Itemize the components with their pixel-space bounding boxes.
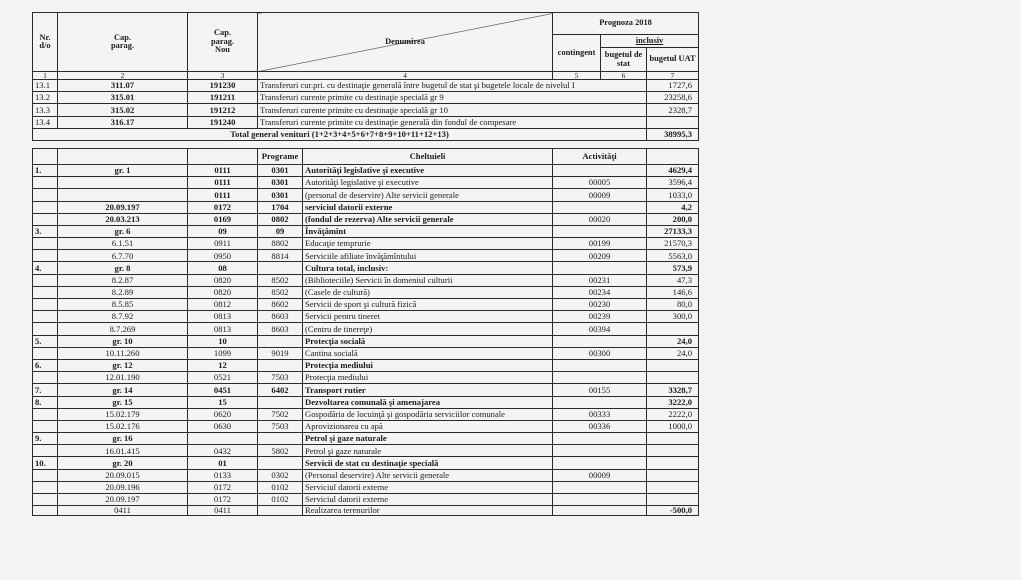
cheltuieli: Petrol şi gaze naturale: [303, 433, 553, 445]
expense-row: [33, 384, 699, 396]
cheltuieli: Dezvoltarea comunală şi amenajarea: [303, 396, 553, 408]
programe: 6402: [258, 384, 303, 396]
blank: [647, 148, 699, 164]
activitati: 00231: [553, 274, 647, 286]
cap-parag: 20.03.213: [58, 213, 188, 225]
header-contingent: contingent: [553, 35, 601, 72]
cap-parag: 311.07: [58, 80, 188, 92]
bugetul-uat-value: 4,2: [647, 201, 699, 213]
cap-parag: 6.7.70: [58, 250, 188, 262]
row-nr: [33, 372, 58, 384]
row-nr: [33, 445, 58, 457]
cap-parag: 0411: [58, 506, 188, 516]
activitati: 00333: [553, 408, 647, 420]
activitati: [553, 494, 647, 506]
cap-parag: 8.7.269: [58, 323, 188, 335]
expense-row: [33, 311, 699, 323]
expense-row: [33, 299, 699, 311]
cap-parag-nou: 15: [188, 396, 258, 408]
row-nr: [33, 189, 58, 201]
cap-parag: gr. 20: [58, 457, 188, 469]
bugetul-uat-value: [647, 372, 699, 384]
cap-parag: 315.01: [58, 92, 188, 104]
denumirea: Transferuri cur.pri. cu destinaţie generală între bugetul de stat şi bugetele locale de nivelul I: [258, 80, 647, 92]
programe: 0102: [258, 481, 303, 493]
header-programe: Programe: [258, 148, 303, 164]
cheltuieli: Cantina socială: [303, 347, 553, 359]
cheltuieli: serviciul datorii externe: [303, 201, 553, 213]
cap-parag: 15.02.179: [58, 408, 188, 420]
programe: 0301: [258, 189, 303, 201]
expense-row: [33, 494, 699, 506]
cap-parag: gr. 15: [58, 396, 188, 408]
activitati: [553, 506, 647, 516]
expense-row: [33, 238, 699, 250]
row-nr: 13.1: [33, 80, 58, 92]
cap-parag-nou: 08: [188, 262, 258, 274]
header-activitati: Activităţi: [553, 148, 647, 164]
programe: [258, 335, 303, 347]
cap-parag: 315.02: [58, 104, 188, 116]
bugetul-uat-value: 4629,4: [647, 164, 699, 176]
bugetul-uat-value: 24,0: [647, 347, 699, 359]
row-nr: 1.: [33, 164, 58, 176]
cap-parag-nou: 191211: [188, 92, 258, 104]
expense-row: [33, 250, 699, 262]
expense-row: [33, 201, 699, 213]
cap-parag: 10.11.260: [58, 347, 188, 359]
spacer-row: [33, 140, 699, 148]
cheltuieli: Autorităţi legislative şi executive: [303, 164, 553, 176]
header-nr: Nr. d/o: [33, 13, 58, 72]
activitati: [553, 396, 647, 408]
expense-row: [33, 481, 699, 493]
row-nr: 13.3: [33, 104, 58, 116]
cheltuieli: Cultura total, inclusiv:: [303, 262, 553, 274]
cap-parag: gr. 14: [58, 384, 188, 396]
bugetul-uat-value: 1000,0: [647, 420, 699, 432]
cap-parag: 20.09.196: [58, 481, 188, 493]
cheltuieli: (Centru de tinereţe): [303, 323, 553, 335]
bugetul-uat-value: -500,0: [647, 506, 699, 516]
cap-parag-nou: 0169: [188, 213, 258, 225]
cheltuieli: Serviciul datorii externe: [303, 494, 553, 506]
cap-parag-nou: 10: [188, 335, 258, 347]
activitati: [553, 445, 647, 457]
row-nr: 5.: [33, 335, 58, 347]
bugetul-uat-value: 1033,0: [647, 189, 699, 201]
cap-parag: gr. 12: [58, 359, 188, 371]
bugetul-uat-value: [647, 481, 699, 493]
denumirea: Transferuri curente primite cu destinaţie specială gr 9: [258, 92, 647, 104]
cap-parag: 316.17: [58, 116, 188, 128]
programe: 7503: [258, 372, 303, 384]
revenue-row: [33, 104, 699, 116]
total-row: [33, 128, 699, 140]
activitati: 00020: [553, 213, 647, 225]
cap-parag-nou: [188, 433, 258, 445]
programe: 8502: [258, 274, 303, 286]
header-bugetul-de-stat: bugetul de stat: [601, 48, 647, 72]
bugetul-uat-value: 3596,4: [647, 177, 699, 189]
programe: 8814: [258, 250, 303, 262]
cap-parag-nou: 0813: [188, 311, 258, 323]
expense-row: [33, 262, 699, 274]
expense-row: [33, 177, 699, 189]
bugetul-uat-value: 27133,3: [647, 225, 699, 237]
row-nr: 4.: [33, 262, 58, 274]
expense-row: [33, 408, 699, 420]
cheltuieli: (Biblioteciile) Servicii în domeniul culturii: [303, 274, 553, 286]
cap-parag-nou: 0111: [188, 164, 258, 176]
activitati: 00209: [553, 250, 647, 262]
cap-parag-nou: 12: [188, 359, 258, 371]
cheltuieli: Învăţămînt: [303, 225, 553, 237]
cap-parag: 8.2.89: [58, 286, 188, 298]
total-value: 38995,3: [647, 128, 699, 140]
programe: 8502: [258, 286, 303, 298]
activitati: 00300: [553, 347, 647, 359]
col-number: 5: [553, 72, 601, 80]
activitati: [553, 262, 647, 274]
cap-parag: 12.01.190: [58, 372, 188, 384]
col-number: 1: [33, 72, 58, 80]
col-number: 2: [58, 72, 188, 80]
cap-parag-nou: 0820: [188, 274, 258, 286]
activitati: [553, 335, 647, 347]
bugetul-uat-value: 80,0: [647, 299, 699, 311]
cheltuieli: Protecţia socială: [303, 335, 553, 347]
cap-parag: 6.1.51: [58, 238, 188, 250]
cap-parag-nou: 0133: [188, 469, 258, 481]
row-nr: 3.: [33, 225, 58, 237]
row-nr: [33, 286, 58, 298]
header-denumirea: Denumirea: [258, 13, 553, 72]
total-label: Total general venituri (1+2+3+4+5+6+7+8+9+10+11+12+13): [33, 128, 647, 140]
header-cheltuieli: Cheltuieli: [303, 148, 553, 164]
row-nr: [33, 420, 58, 432]
bugetul-uat-value: 146,6: [647, 286, 699, 298]
cheltuieli: Realizarea terenurilor: [303, 506, 553, 516]
cheltuieli: (personal de deservire) Alte servicii generale: [303, 189, 553, 201]
header-cap-parag-nou: Cap. parag. Nou: [188, 13, 258, 72]
cap-parag: gr. 6: [58, 225, 188, 237]
cap-parag-nou: 191212: [188, 104, 258, 116]
cap-parag-nou: 0813: [188, 323, 258, 335]
cheltuieli: (Casele de cultură): [303, 286, 553, 298]
blank: [188, 148, 258, 164]
programe: 09: [258, 225, 303, 237]
row-nr: [33, 506, 58, 516]
expense-row-partial: [33, 506, 699, 516]
cap-parag-nou: 0911: [188, 238, 258, 250]
cap-parag: 16.01.415: [58, 445, 188, 457]
activitati: 00239: [553, 311, 647, 323]
bugetul-uat-value: [647, 433, 699, 445]
cheltuieli: Servicii de sport şi cultură fizică: [303, 299, 553, 311]
activitati: [553, 164, 647, 176]
cap-parag: 8.7.92: [58, 311, 188, 323]
cheltuieli: Servicii pentru tineret: [303, 311, 553, 323]
activitati: 00234: [553, 286, 647, 298]
cap-parag: [58, 177, 188, 189]
cap-parag: 20.09.015: [58, 469, 188, 481]
activitati: 00005: [553, 177, 647, 189]
expense-row: [33, 457, 699, 469]
expense-row: [33, 164, 699, 176]
cheltuieli: Serviciul datorii externe: [303, 481, 553, 493]
cap-parag: 20.09.197: [58, 494, 188, 506]
programe: 8603: [258, 323, 303, 335]
bugetul-uat-value: [647, 469, 699, 481]
activitati: 00155: [553, 384, 647, 396]
programe: [258, 433, 303, 445]
expense-row: [33, 469, 699, 481]
activitati: [553, 457, 647, 469]
programe: 5802: [258, 445, 303, 457]
col-number: 6: [601, 72, 647, 80]
row-nr: 7.: [33, 384, 58, 396]
cap-parag: 15.02.176: [58, 420, 188, 432]
bugetul-uat-value: 3222,0: [647, 396, 699, 408]
expense-row: [33, 433, 699, 445]
row-nr: [33, 311, 58, 323]
blank: [33, 148, 58, 164]
cap-parag-nou: 191230: [188, 80, 258, 92]
programe: [258, 359, 303, 371]
cheltuieli: Aprovizionarea cu apă: [303, 420, 553, 432]
header-prognoza: Prognoza 2018: [553, 13, 699, 35]
cap-parag: gr. 16: [58, 433, 188, 445]
cheltuieli: Educaţie temprurie: [303, 238, 553, 250]
activitati: 00336: [553, 420, 647, 432]
cap-parag: 8.5.85: [58, 299, 188, 311]
bugetul-uat-value: [647, 116, 699, 128]
cap-parag-nou: 0111: [188, 177, 258, 189]
col-number: 4: [258, 72, 553, 80]
row-nr: 6.: [33, 359, 58, 371]
row-nr: [33, 274, 58, 286]
activitati: [553, 359, 647, 371]
bugetul-uat-value: 3328,7: [647, 384, 699, 396]
bugetul-uat-value: [647, 323, 699, 335]
expense-row: [33, 286, 699, 298]
cheltuieli: Transport rutier: [303, 384, 553, 396]
expense-row: [33, 347, 699, 359]
cap-parag-nou: 0630: [188, 420, 258, 432]
cheltuieli: Protecţia mediului: [303, 372, 553, 384]
cheltuieli: Servicii de stat cu destinaţie specială: [303, 457, 553, 469]
revenue-row: [33, 80, 699, 92]
activitati: [553, 481, 647, 493]
bugetul-uat-value: 5563,0: [647, 250, 699, 262]
col-number: 7: [647, 72, 699, 80]
cap-parag-nou: 0521: [188, 372, 258, 384]
cheltuieli: Protecţia mediului: [303, 359, 553, 371]
budget-table: [32, 12, 699, 516]
programe: [258, 457, 303, 469]
cap-parag-nou: 0111: [188, 189, 258, 201]
bugetul-uat-value: 47,3: [647, 274, 699, 286]
activitati: 00394: [553, 323, 647, 335]
cheltuieli: Petrol şi gaze naturale: [303, 445, 553, 457]
programe: 8802: [258, 238, 303, 250]
expense-row: [33, 445, 699, 457]
programe: [258, 396, 303, 408]
cap-parag: 20.09.197: [58, 201, 188, 213]
denumirea: Transferuri curente primite cu destinaţie generală din fondul de compesare: [258, 116, 647, 128]
cap-parag-nou: 0812: [188, 299, 258, 311]
cap-parag-nou: 0451: [188, 384, 258, 396]
programe: 0102: [258, 494, 303, 506]
row-nr: [33, 469, 58, 481]
programe: 0302: [258, 469, 303, 481]
row-nr: [33, 201, 58, 213]
bugetul-uat-value: 24,0: [647, 335, 699, 347]
bugetul-uat-value: 1727,6: [647, 80, 699, 92]
row-nr: 8.: [33, 396, 58, 408]
cap-parag-nou: 0172: [188, 494, 258, 506]
cap-parag-nou: 1099: [188, 347, 258, 359]
row-nr: [33, 177, 58, 189]
activitati: 00199: [553, 238, 647, 250]
cheltuieli: Gospodăria de locuinţă şi gospodăria serviciilor comunale: [303, 408, 553, 420]
cheltuieli: (Personal deservire) Alte servicii generale: [303, 469, 553, 481]
expense-row: [33, 396, 699, 408]
expense-row: [33, 372, 699, 384]
activitati: [553, 372, 647, 384]
bugetul-uat-value: 2222,0: [647, 408, 699, 420]
row-nr: [33, 238, 58, 250]
bugetul-uat-value: 200,0: [647, 213, 699, 225]
bugetul-uat-value: [647, 445, 699, 457]
programe: 7503: [258, 420, 303, 432]
programe: 8603: [258, 311, 303, 323]
row-nr: [33, 408, 58, 420]
activitati: [553, 433, 647, 445]
expense-header-row: [33, 148, 699, 164]
activitati: [553, 225, 647, 237]
activitati: 00009: [553, 189, 647, 201]
programe: [258, 262, 303, 274]
bugetul-uat-value: [647, 359, 699, 371]
cap-parag: 8.2.87: [58, 274, 188, 286]
header-inclusiv: inclusiv: [601, 35, 699, 48]
programe: 9019: [258, 347, 303, 359]
col-number: 3: [188, 72, 258, 80]
bugetul-uat-value: 23258,6: [647, 92, 699, 104]
cap-parag-nou: 191240: [188, 116, 258, 128]
cheltuieli: (fondul de rezerva) Alte servicii generale: [303, 213, 553, 225]
expense-row: [33, 274, 699, 286]
row-nr: 13.4: [33, 116, 58, 128]
cap-parag: [58, 189, 188, 201]
row-nr: [33, 347, 58, 359]
cap-parag-nou: 0950: [188, 250, 258, 262]
row-nr: 13.2: [33, 92, 58, 104]
cap-parag-nou: 0411: [188, 506, 258, 516]
bugetul-uat-value: 2328,7: [647, 104, 699, 116]
header-cap-parag: Cap. parag.: [58, 13, 188, 72]
programe: 0802: [258, 213, 303, 225]
programe: 1704: [258, 201, 303, 213]
cap-parag: gr. 1: [58, 164, 188, 176]
activitati: 00230: [553, 299, 647, 311]
expense-row: [33, 225, 699, 237]
spacer: [33, 140, 699, 148]
bugetul-uat-value: [647, 457, 699, 469]
expense-row: [33, 213, 699, 225]
cap-parag-nou: 0432: [188, 445, 258, 457]
activitati: 00009: [553, 469, 647, 481]
programe: [258, 506, 303, 516]
row-nr: [33, 250, 58, 262]
cap-parag-nou: 01: [188, 457, 258, 469]
row-nr: [33, 323, 58, 335]
programe: 0301: [258, 164, 303, 176]
expense-row: [33, 323, 699, 335]
row-nr: 10.: [33, 457, 58, 469]
bugetul-uat-value: 573,9: [647, 262, 699, 274]
expense-row: [33, 335, 699, 347]
programe: 7502: [258, 408, 303, 420]
expense-row: [33, 359, 699, 371]
revenue-row: [33, 116, 699, 128]
expense-row: [33, 189, 699, 201]
header-bugetul-uat: bugetul UAT: [647, 48, 699, 72]
cap-parag-nou: 0172: [188, 481, 258, 493]
cap-parag-nou: 0820: [188, 286, 258, 298]
denumirea: Transferuri curente primite cu destinaţie specială gr 10: [258, 104, 647, 116]
bugetul-uat-value: [647, 494, 699, 506]
expense-row: [33, 420, 699, 432]
cap-parag-nou: 0620: [188, 408, 258, 420]
cap-parag-nou: 0172: [188, 201, 258, 213]
cap-parag: gr. 8: [58, 262, 188, 274]
cap-parag-nou: 09: [188, 225, 258, 237]
row-nr: [33, 494, 58, 506]
programe: 0301: [258, 177, 303, 189]
revenue-row: [33, 92, 699, 104]
row-nr: [33, 299, 58, 311]
row-nr: 9.: [33, 433, 58, 445]
blank: [58, 148, 188, 164]
bugetul-uat-value: 21570,3: [647, 238, 699, 250]
cheltuieli: Serviciile afiliate învăţămîntului: [303, 250, 553, 262]
programe: 8602: [258, 299, 303, 311]
activitati: [553, 201, 647, 213]
row-nr: [33, 213, 58, 225]
cap-parag: gr. 10: [58, 335, 188, 347]
row-nr: [33, 481, 58, 493]
cheltuieli: Autorităţi legislative şi executive: [303, 177, 553, 189]
bugetul-uat-value: 300,0: [647, 311, 699, 323]
